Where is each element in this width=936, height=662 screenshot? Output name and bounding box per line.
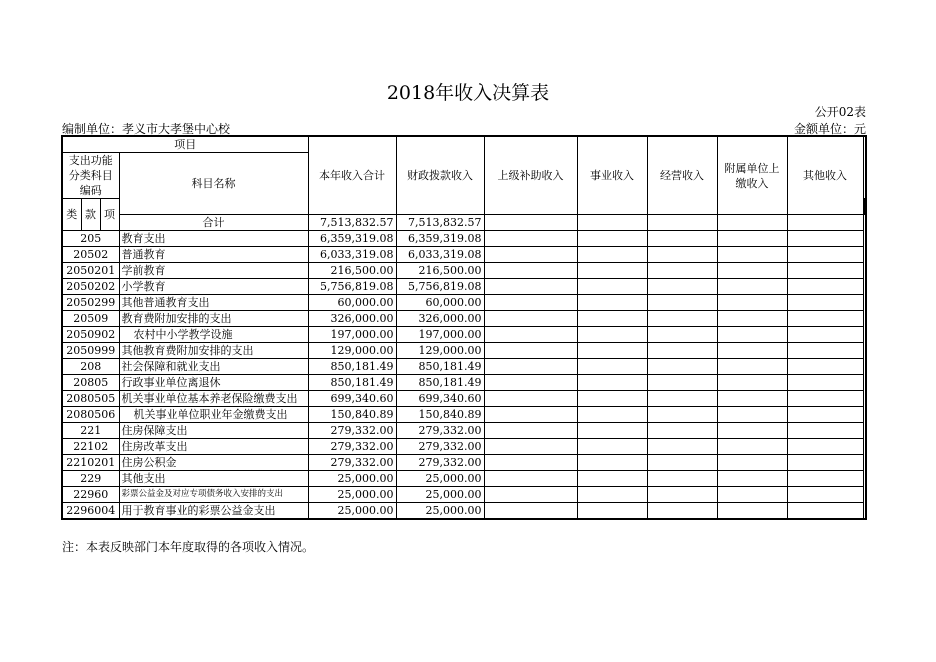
row-value: 279,332.00 bbox=[396, 455, 484, 471]
row-value: 326,000.00 bbox=[396, 311, 484, 327]
row-name: 彩票公益金及对应专项债务收入安排的支出 bbox=[119, 487, 308, 503]
row-value: 129,000.00 bbox=[396, 343, 484, 359]
row-value bbox=[484, 455, 577, 471]
row-value bbox=[717, 439, 787, 455]
row-code: 229 bbox=[62, 471, 119, 487]
row-value bbox=[787, 391, 863, 407]
money-unit: 金额单位：元 bbox=[793, 122, 866, 136]
row-value: 129,000.00 bbox=[308, 343, 396, 359]
row-value bbox=[577, 263, 647, 279]
row-value bbox=[577, 487, 647, 503]
header-lei: 类 bbox=[62, 199, 81, 231]
row-value: 197,000.00 bbox=[308, 327, 396, 343]
row-code: 2050902 bbox=[62, 327, 119, 343]
row-value: 5,756,819.08 bbox=[308, 279, 396, 295]
row-value bbox=[484, 391, 577, 407]
total-row bbox=[62, 215, 866, 231]
table-row bbox=[62, 503, 866, 520]
row-value: 6,033,319.08 bbox=[308, 247, 396, 263]
row-value bbox=[787, 311, 863, 327]
row-value bbox=[484, 407, 577, 423]
row-name: 机关事业单位职业年金缴费支出 bbox=[119, 407, 308, 423]
total-value: 7,513,832.57 bbox=[396, 215, 484, 231]
table-row bbox=[62, 279, 866, 295]
row-value bbox=[787, 231, 863, 247]
row-value bbox=[717, 247, 787, 263]
table-row bbox=[62, 375, 866, 391]
row-name: 其他支出 bbox=[119, 471, 308, 487]
row-value: 150,840.89 bbox=[308, 407, 396, 423]
col-header: 事业收入 bbox=[577, 136, 647, 215]
row-value bbox=[717, 503, 787, 520]
row-name: 住房改革支出 bbox=[119, 439, 308, 455]
row-name: 农村中小学教学设施 bbox=[119, 327, 308, 343]
row-value bbox=[717, 471, 787, 487]
total-value: 7,513,832.57 bbox=[308, 215, 396, 231]
row-value bbox=[787, 295, 863, 311]
row-name: 普通教育 bbox=[119, 247, 308, 263]
row-value bbox=[484, 311, 577, 327]
row-code: 208 bbox=[62, 359, 119, 375]
page-title: 2018年收入决算表 bbox=[386, 82, 550, 104]
row-name: 社会保障和就业支出 bbox=[119, 359, 308, 375]
row-value bbox=[577, 439, 647, 455]
header-xiang: 项 bbox=[100, 199, 119, 231]
row-value: 25,000.00 bbox=[308, 487, 396, 503]
row-value: 699,340.60 bbox=[308, 391, 396, 407]
row-value bbox=[484, 439, 577, 455]
reporting-unit: 编制单位：孝义市大孝堡中心校 bbox=[62, 122, 231, 136]
row-value: 25,000.00 bbox=[396, 487, 484, 503]
row-name: 教育费附加安排的支出 bbox=[119, 311, 308, 327]
row-value bbox=[577, 455, 647, 471]
row-value bbox=[577, 359, 647, 375]
row-value bbox=[647, 247, 717, 263]
row-value: 850,181.49 bbox=[396, 359, 484, 375]
row-value bbox=[577, 279, 647, 295]
row-name: 其他教育费附加安排的支出 bbox=[119, 343, 308, 359]
row-code: 20502 bbox=[62, 247, 119, 263]
row-value bbox=[787, 487, 863, 503]
row-value bbox=[717, 343, 787, 359]
col-header: 本年收入合计 bbox=[308, 136, 396, 215]
table-row bbox=[62, 471, 866, 487]
row-value bbox=[717, 263, 787, 279]
row-code: 2050299 bbox=[62, 295, 119, 311]
row-value bbox=[717, 423, 787, 439]
row-value bbox=[787, 375, 863, 391]
row-code: 22102 bbox=[62, 439, 119, 455]
row-name: 行政事业单位离退休 bbox=[119, 375, 308, 391]
col-header: 上级补助收入 bbox=[484, 136, 577, 215]
total-value bbox=[717, 215, 787, 231]
row-value: 850,181.49 bbox=[396, 375, 484, 391]
row-value: 25,000.00 bbox=[396, 503, 484, 520]
row-value bbox=[484, 247, 577, 263]
row-value bbox=[484, 231, 577, 247]
row-code: 2080506 bbox=[62, 407, 119, 423]
row-value bbox=[787, 279, 863, 295]
table-row bbox=[62, 263, 866, 279]
row-value: 6,359,319.08 bbox=[396, 231, 484, 247]
row-value bbox=[484, 343, 577, 359]
row-value bbox=[787, 471, 863, 487]
row-value: 5,756,819.08 bbox=[396, 279, 484, 295]
table-row bbox=[62, 407, 866, 423]
row-value bbox=[787, 263, 863, 279]
row-value bbox=[787, 247, 863, 263]
row-code: 221 bbox=[62, 423, 119, 439]
row-value: 279,332.00 bbox=[396, 439, 484, 455]
row-value bbox=[647, 455, 717, 471]
row-value bbox=[717, 391, 787, 407]
row-value bbox=[577, 423, 647, 439]
row-value: 150,840.89 bbox=[396, 407, 484, 423]
row-value bbox=[717, 327, 787, 343]
row-value bbox=[484, 503, 577, 520]
table-row bbox=[62, 439, 866, 455]
row-code: 2296004 bbox=[62, 503, 119, 520]
row-value bbox=[647, 343, 717, 359]
row-value bbox=[647, 231, 717, 247]
row-value bbox=[787, 359, 863, 375]
table-row bbox=[62, 247, 866, 263]
row-value bbox=[484, 327, 577, 343]
row-name: 学前教育 bbox=[119, 263, 308, 279]
row-value bbox=[717, 279, 787, 295]
table-row bbox=[62, 327, 866, 343]
total-value bbox=[577, 215, 647, 231]
row-code: 2050201 bbox=[62, 263, 119, 279]
row-value: 25,000.00 bbox=[308, 471, 396, 487]
row-value bbox=[577, 247, 647, 263]
row-value: 279,332.00 bbox=[308, 439, 396, 455]
row-value bbox=[717, 311, 787, 327]
total-value bbox=[787, 215, 863, 231]
row-value bbox=[577, 471, 647, 487]
row-value: 699,340.60 bbox=[396, 391, 484, 407]
row-code: 20805 bbox=[62, 375, 119, 391]
row-value: 60,000.00 bbox=[396, 295, 484, 311]
row-name: 住房保障支出 bbox=[119, 423, 308, 439]
col-header: 财政拨款收入 bbox=[396, 136, 484, 215]
row-value bbox=[787, 503, 863, 520]
row-code: 2210201 bbox=[62, 455, 119, 471]
row-value bbox=[647, 391, 717, 407]
row-value bbox=[787, 455, 863, 471]
row-value: 279,332.00 bbox=[308, 455, 396, 471]
row-name: 小学教育 bbox=[119, 279, 308, 295]
row-value bbox=[577, 391, 647, 407]
row-value bbox=[717, 487, 787, 503]
row-name: 其他普通教育支出 bbox=[119, 295, 308, 311]
row-value bbox=[647, 295, 717, 311]
row-value bbox=[717, 231, 787, 247]
row-value bbox=[647, 359, 717, 375]
row-value: 850,181.49 bbox=[308, 375, 396, 391]
header-code-group: 支出功能分类科目编码 bbox=[62, 153, 119, 199]
row-value: 60,000.00 bbox=[308, 295, 396, 311]
footnote: 注：本表反映部门本年度取得的各项收入情况。 bbox=[62, 540, 315, 554]
row-code: 22960 bbox=[62, 487, 119, 503]
row-value: 216,500.00 bbox=[396, 263, 484, 279]
row-code: 2050202 bbox=[62, 279, 119, 295]
row-value bbox=[647, 327, 717, 343]
row-value bbox=[647, 487, 717, 503]
row-value bbox=[787, 423, 863, 439]
header-subject-name: 科目名称 bbox=[119, 153, 308, 215]
row-value: 25,000.00 bbox=[396, 471, 484, 487]
table-row bbox=[62, 311, 866, 327]
table-row bbox=[62, 295, 866, 311]
row-value bbox=[577, 407, 647, 423]
row-code: 2050999 bbox=[62, 343, 119, 359]
col-header: 经营收入 bbox=[647, 136, 717, 215]
row-value bbox=[647, 503, 717, 520]
row-value bbox=[577, 375, 647, 391]
row-value bbox=[484, 471, 577, 487]
row-value bbox=[647, 375, 717, 391]
row-value bbox=[647, 407, 717, 423]
row-code: 20509 bbox=[62, 311, 119, 327]
table-row bbox=[62, 359, 866, 375]
row-value bbox=[577, 311, 647, 327]
table-row bbox=[62, 455, 866, 471]
row-value bbox=[647, 263, 717, 279]
row-name: 教育支出 bbox=[119, 231, 308, 247]
form-code: 公开02表 bbox=[814, 105, 866, 119]
row-value bbox=[647, 423, 717, 439]
row-value bbox=[787, 407, 863, 423]
total-value bbox=[647, 215, 717, 231]
row-name: 住房公积金 bbox=[119, 455, 308, 471]
row-value: 6,033,319.08 bbox=[396, 247, 484, 263]
row-value bbox=[484, 423, 577, 439]
col-header: 附属单位上缴收入 bbox=[717, 136, 787, 215]
row-value bbox=[717, 455, 787, 471]
row-value bbox=[647, 439, 717, 455]
table-row bbox=[62, 343, 866, 359]
row-value bbox=[647, 471, 717, 487]
total-label: 合计 bbox=[119, 215, 308, 231]
row-value bbox=[577, 295, 647, 311]
row-value: 279,332.00 bbox=[308, 423, 396, 439]
row-value bbox=[484, 263, 577, 279]
table-row bbox=[62, 391, 866, 407]
row-value bbox=[717, 359, 787, 375]
row-value bbox=[577, 327, 647, 343]
row-value bbox=[647, 311, 717, 327]
row-value bbox=[717, 407, 787, 423]
income-table bbox=[61, 135, 867, 520]
row-value bbox=[787, 439, 863, 455]
row-value: 25,000.00 bbox=[308, 503, 396, 520]
row-value: 326,000.00 bbox=[308, 311, 396, 327]
row-value bbox=[787, 327, 863, 343]
header-kuan: 款 bbox=[81, 199, 100, 231]
row-value bbox=[484, 279, 577, 295]
row-code: 205 bbox=[62, 231, 119, 247]
header-item: 项目 bbox=[62, 136, 308, 153]
table-row bbox=[62, 487, 866, 503]
row-value bbox=[484, 295, 577, 311]
row-value bbox=[484, 359, 577, 375]
total-value bbox=[484, 215, 577, 231]
row-value bbox=[484, 375, 577, 391]
row-code: 2080505 bbox=[62, 391, 119, 407]
row-value bbox=[717, 295, 787, 311]
row-value: 279,332.00 bbox=[396, 423, 484, 439]
row-value: 850,181.49 bbox=[308, 359, 396, 375]
row-value bbox=[484, 487, 577, 503]
row-value bbox=[577, 343, 647, 359]
row-value bbox=[717, 375, 787, 391]
row-value: 197,000.00 bbox=[396, 327, 484, 343]
row-value bbox=[577, 231, 647, 247]
col-header: 其他收入 bbox=[787, 136, 863, 215]
row-name: 机关事业单位基本养老保险缴费支出 bbox=[119, 391, 308, 407]
row-value bbox=[577, 503, 647, 520]
row-value bbox=[787, 343, 863, 359]
table-row bbox=[62, 231, 866, 247]
row-name: 用于教育事业的彩票公益金支出 bbox=[119, 503, 308, 520]
row-value: 216,500.00 bbox=[308, 263, 396, 279]
table-row bbox=[62, 423, 866, 439]
row-value bbox=[647, 279, 717, 295]
row-value: 6,359,319.08 bbox=[308, 231, 396, 247]
